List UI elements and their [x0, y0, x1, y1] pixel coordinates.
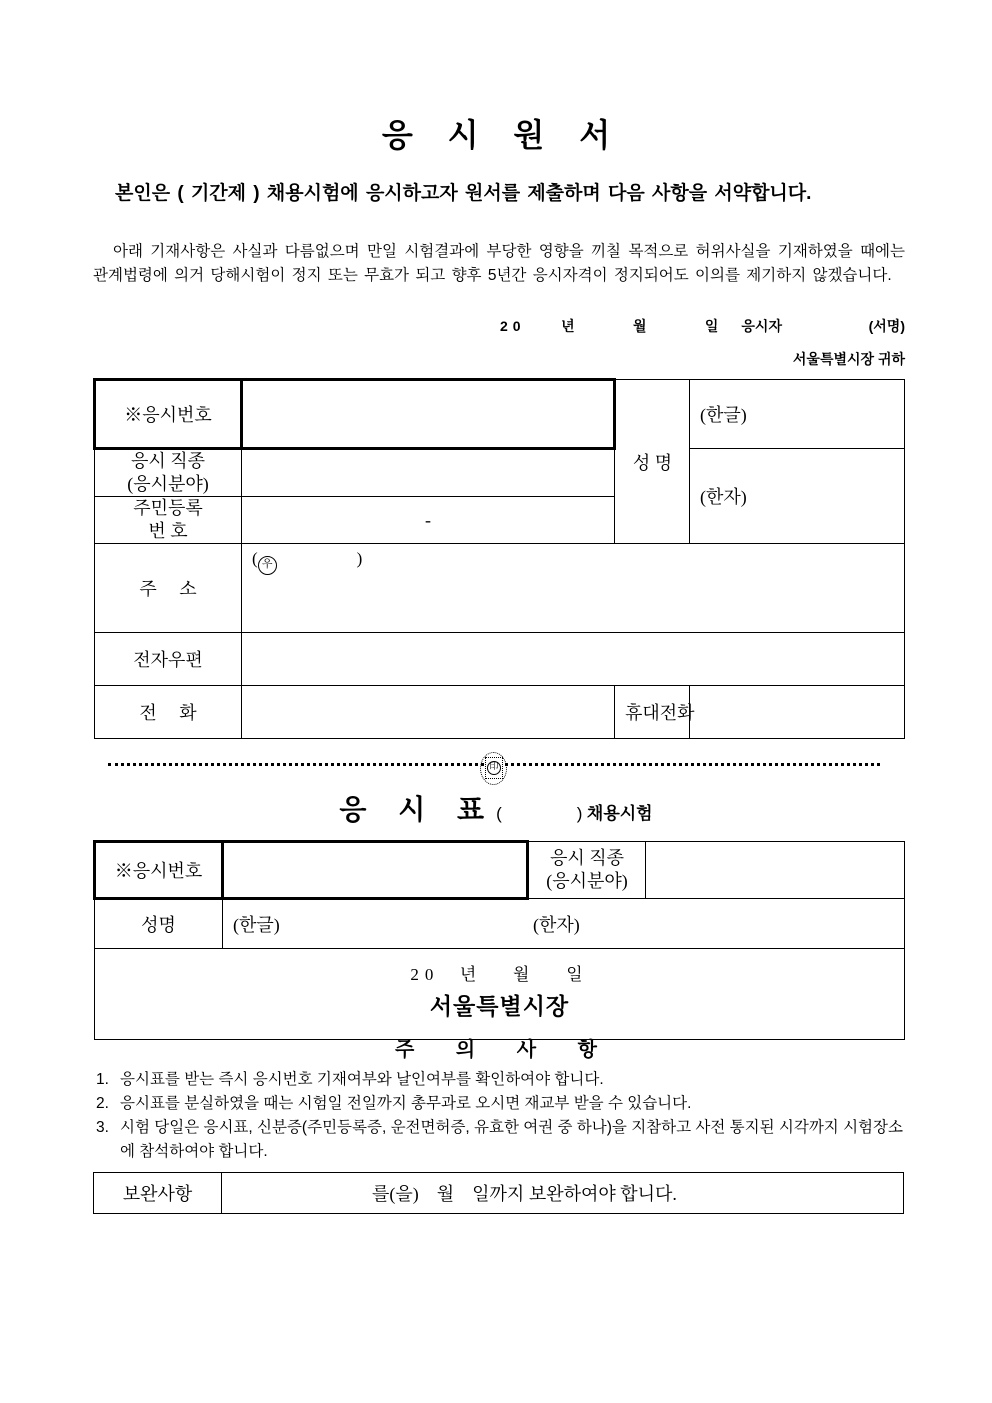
phone-label: 전 화 [95, 686, 242, 739]
ticket-paren-open: ( [496, 804, 502, 823]
issuer-name: 서울특별시장 [429, 993, 570, 1019]
email-field[interactable] [242, 633, 905, 686]
ticket-job-label-line1: 응시 직종 [549, 848, 625, 868]
note-text: 시험 당일은 응시표, 신분증(주민등록증, 운전면허증, 유효한 여권 중 하나)을 지참하고 사전 통지된 시각까지 시험장소에 참석하여야 합니다. [120, 1119, 903, 1160]
table-row-address [95, 544, 905, 633]
signature-mark-label: (서명) [868, 318, 905, 334]
rrn-dash: - [425, 509, 431, 530]
postal-circle-icon: 우 [258, 556, 277, 575]
name-label: 성 명 [615, 380, 690, 544]
note-number: 1. [96, 1071, 109, 1088]
table-row-supplement [94, 1173, 904, 1214]
name-hangul-label: (한글) [700, 405, 747, 425]
table-row-issuer [95, 949, 905, 1040]
ticket-job-label [528, 842, 646, 899]
email-label: 전자우편 [95, 633, 242, 686]
note-number: 3. [96, 1119, 109, 1136]
ticket-paren-close: ) [576, 804, 583, 823]
caution-heading: 주 의 사 항 [395, 1039, 615, 1061]
job-field-label-line2: (응시분야) [127, 474, 209, 494]
ticket-job-field[interactable] [646, 842, 905, 899]
rrn-label-line2: 번 호 [148, 521, 188, 541]
postal-code-marker [252, 549, 362, 575]
paren-close: ) [356, 549, 363, 568]
list-item [96, 1068, 906, 1092]
name-hanja-field[interactable] [690, 449, 905, 544]
paren-open: ( [252, 549, 258, 568]
signature-line [500, 316, 905, 336]
ticket-exam-number-field[interactable] [223, 842, 528, 899]
issuer-block [95, 949, 905, 1040]
seal-stamp-icon: 印 [487, 761, 501, 775]
exam-number-label: ※응시번호 [95, 380, 242, 449]
ticket-name-hanja-label: (한자) [533, 915, 580, 935]
pledge-body: 아래 기재사항은 사실과 다름없으며 만일 시험결과에 부당한 영향을 끼칠 목적으로 허위사실을 기재하였을 때에는 관계법령에 의거 당해시험이 정지 또는 무효가 되고 향후 5년간 응시자격이 정지되어도 이의를 제기하지 않겠습니다. [93, 243, 905, 284]
address-label: 주 소 [95, 544, 242, 633]
ticket-name-split [233, 911, 894, 937]
supplement-table [93, 1172, 904, 1214]
caution-notes [96, 1068, 906, 1164]
table-row-ticket-exam-number [95, 842, 905, 899]
job-field-label-line1: 응시 직종 [130, 451, 206, 471]
mobile-field[interactable] [690, 686, 905, 739]
ticket-job-label-line2: (응시분야) [546, 871, 628, 891]
ticket-name-field[interactable] [223, 899, 905, 949]
note-text: 응시표를 분실하였을 때는 시험일 전일까지 총무과로 오시면 재교부 받을 수 있습니다. [120, 1095, 692, 1112]
rrn-field[interactable] [242, 497, 615, 544]
table-row-ticket-name [95, 899, 905, 949]
list-item [96, 1116, 906, 1164]
supplement-text[interactable]: 를(을) 월 일까지 보완하여야 합니다. [222, 1173, 904, 1214]
ticket-name-hangul-label: (한글) [233, 915, 280, 935]
ticket-table [93, 840, 905, 1040]
list-item [96, 1092, 906, 1116]
signature-role-label: 응시자 [741, 318, 782, 334]
ticket-name-label: 성명 [95, 899, 223, 949]
address-field[interactable] [242, 544, 905, 633]
rrn-label-line1: 주민등록 [133, 498, 203, 518]
rrn-label [95, 497, 242, 544]
table-row-exam-number [95, 380, 905, 449]
ticket-title-sub: 채용시험 [586, 804, 653, 823]
exam-number-field[interactable] [242, 380, 615, 449]
phone-field[interactable] [242, 686, 615, 739]
note-text: 응시표를 받는 즉시 응시번호 기재여부와 날인여부를 확인하여야 합니다. [120, 1071, 604, 1088]
note-number: 2. [96, 1095, 109, 1112]
issue-date: 20 년 월 일 [410, 965, 589, 984]
job-field-input[interactable] [242, 449, 615, 497]
signature-date: 20 년 월 일 [500, 318, 724, 334]
ticket-title [0, 788, 992, 828]
table-row-job [95, 449, 905, 497]
seal-marker [474, 752, 514, 786]
page-title: 응 시 원 서 [381, 117, 624, 153]
ticket-title-main: 응 시 표 [339, 794, 497, 825]
pledge-statement: 본인은 ( 기간제 ) 채용시험에 응시하고자 원서를 제출하며 다음 사항을 서약합니다. [115, 183, 812, 204]
table-row-phone [95, 686, 905, 739]
supplement-label: 보완사항 [94, 1173, 222, 1214]
cut-line [108, 752, 880, 776]
applicant-table [93, 378, 905, 739]
ticket-exam-number-label: ※응시번호 [95, 842, 223, 899]
mobile-label: 휴대전화 [615, 686, 690, 739]
addressee-label: 서울특별시장 귀하 [792, 351, 905, 367]
name-hangul-field[interactable] [690, 380, 905, 449]
job-field-label [95, 449, 242, 497]
table-row-email [95, 633, 905, 686]
name-hanja-label: (한자) [700, 487, 747, 507]
